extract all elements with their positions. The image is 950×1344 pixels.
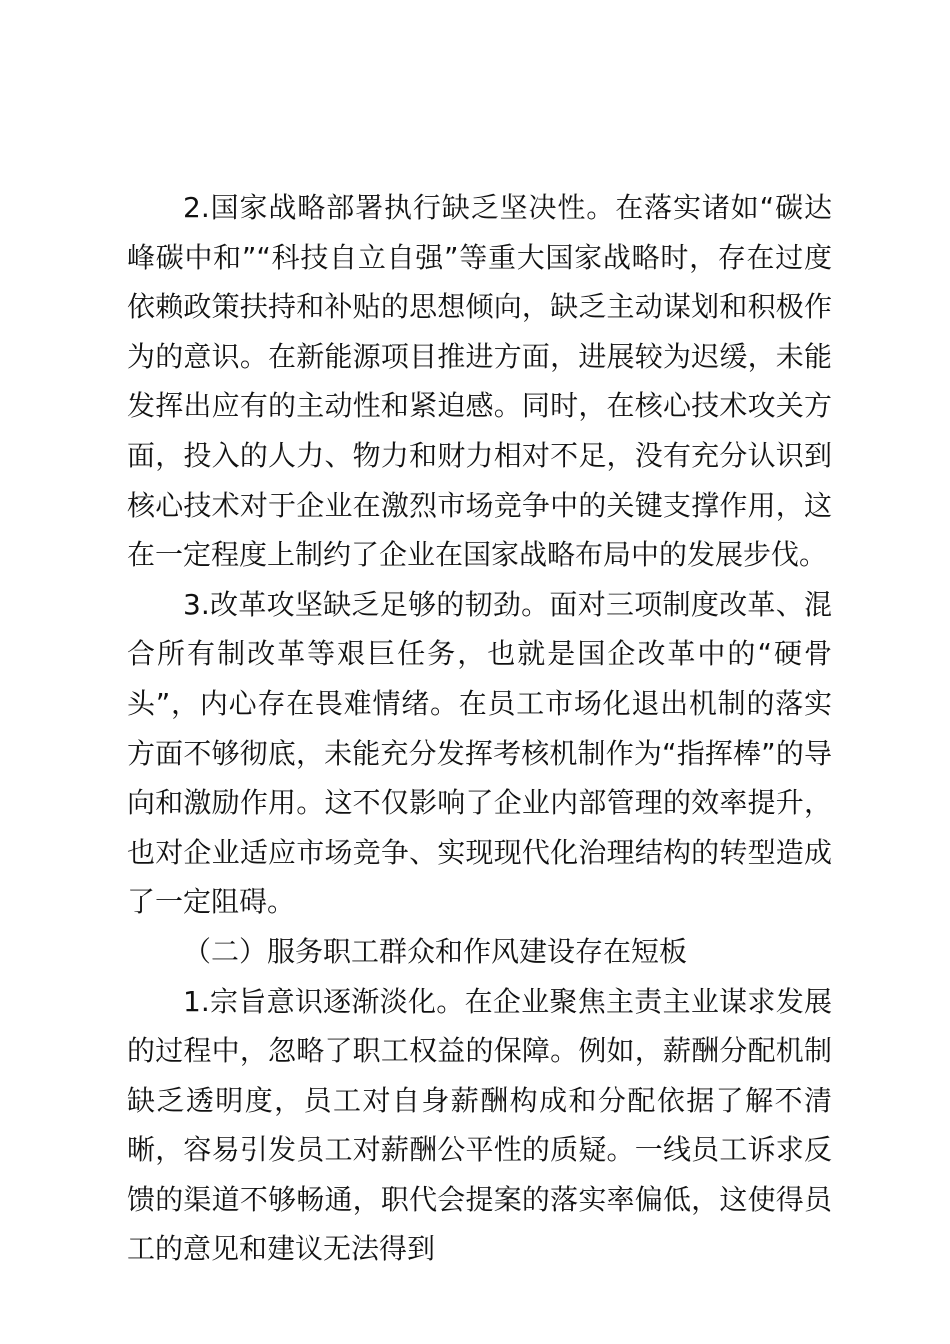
section-heading-service: （二）服务职工群众和作风建设存在短板 <box>183 934 688 968</box>
paragraph-reform: 3.改革攻坚缺乏足够的韧劲。面对三项制度改革、混合所有制改革等艰巨任务，也就是国企改革中的“硬骨头”，内心存在畏难情绪。在员工市场化退出机制的落实方面不够彻底，未能充分发挥考核机制作为“指挥棒”的导向和激励作用。这不仅影响了企业内部管理的效率提升，也对企业适应市场竞争、实现现代化治理结构的转型造成了一定阻碍。 <box>127 587 832 919</box>
paragraph-purpose: 1.宗旨意识逐渐淡化。在企业聚焦主责主业谋求发展的过程中，忽略了职工权益的保障。例如，薪酬分配机制缺乏透明度，员工对自身薪酬构成和分配依据了解不清晰，容易引发员工对薪酬公平性的质疑。一线员工诉求反馈的渠道不够畅通，职代会提案的落实率偏低，这使得员工的意见和建议无法得到 <box>127 984 832 1266</box>
document-body <box>127 183 832 1274</box>
paragraph-national-strategy: 2.国家战略部署执行缺乏坚决性。在落实诸如“碳达峰碳中和”“科技自立自强”等重大国家战略时，存在过度依赖政策扶持和补贴的思想倾向，缺乏主动谋划和积极作为的意识。在新能源项目推进方面，进展较为迟缓，未能发挥出应有的主动性和紧迫感。同时，在核心技术攻关方面，投入的人力、物力和财力相对不足，没有充分认识到核心技术对于企业在激烈市场竞争中的关键支撑作用，这在一定程度上制约了企业在国家战略布局中的发展步伐。 <box>127 191 832 572</box>
